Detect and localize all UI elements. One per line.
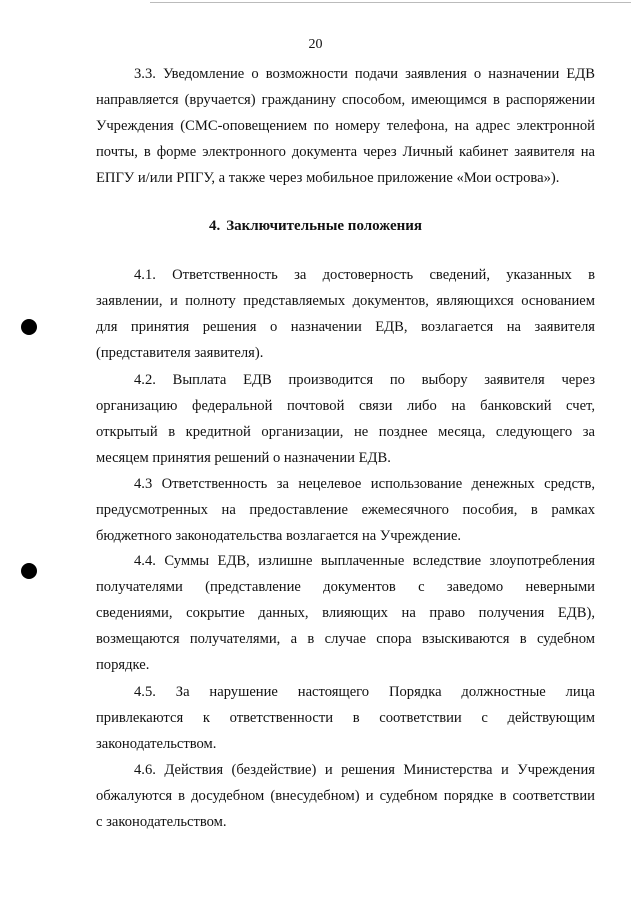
paragraph-line: для принятия решения о назначении ЕДВ, возлагается на заявителя — [96, 319, 595, 335]
paragraph-line: бюджетного законодательства возлагается на Учреждение. — [96, 528, 462, 544]
paragraph-line: получателями (представление документов с заведомо неверными — [96, 579, 595, 595]
paragraph-line: 4.3 Ответственность за нецелевое использование денежных средств, — [134, 476, 595, 492]
paragraph-line: привлекаются к ответственности в соответствии с действующим — [96, 710, 595, 726]
paragraph-4-2 — [96, 367, 595, 471]
paragraph-line: с законодательством. — [96, 814, 227, 830]
paragraph-line: ЕПГУ и/или РПГУ, а также через мобильное приложение «Мои острова»). — [96, 170, 560, 186]
section-heading-title: Заключительные положения — [226, 218, 423, 234]
paragraph-4-5 — [96, 679, 595, 757]
paragraph-line: месяцем принятия решений о назначении ЕДВ. — [96, 450, 391, 466]
paragraph-line: Учреждения (СМС-оповещением по номеру телефона, на адрес электронной — [96, 118, 595, 134]
punch-hole-mark — [21, 319, 37, 335]
paragraph-4-1 — [96, 262, 595, 366]
paragraph-line: сведениями, сокрытие данных, влияющих на право получения ЕДВ), — [96, 605, 595, 621]
paragraph-line: 4.6. Действия (бездействие) и решения Министерства и Учреждения — [134, 762, 595, 778]
section-heading-number: 4. — [208, 218, 221, 234]
paragraph-line: предусмотренных на предоставление ежемесячного пособия, в рамках — [96, 502, 595, 518]
paragraph-line: почты, в форме электронного документа через Личный кабинет заявителя на — [96, 144, 595, 160]
paragraph-line: законодательством. — [96, 736, 217, 752]
paragraph-line: организацию федеральной почтовой связи либо на банковский счет, — [96, 398, 595, 414]
paragraph-4-3 — [96, 471, 595, 549]
paragraph-line: (представителя заявителя). — [96, 345, 264, 361]
paragraph-4-4 — [96, 548, 595, 678]
paragraph-4-6 — [96, 757, 595, 835]
paragraph-line: 4.4. Суммы ЕДВ, излишне выплаченные вследствие злоупотребления — [134, 553, 595, 569]
paragraph-line: порядке. — [96, 657, 150, 673]
paragraph-line: возмещаются получателями, а в случае спора взыскиваются в судебном — [96, 631, 595, 647]
paragraph-line: заявлении, и полноту представляемых документов, являющихся основанием — [96, 293, 595, 309]
paragraph-line: открытый в кредитной организации, не позднее месяца, следующего за — [96, 424, 595, 440]
paragraph-line: направляется (вручается) гражданину способом, имеющимся в распоряжении — [96, 92, 595, 108]
paragraph-line: обжалуются в досудебном (внесудебном) и судебном порядке в соответствии — [96, 788, 595, 804]
scan-edge-line — [150, 2, 631, 3]
paragraph-line: 4.2. Выплата ЕДВ производится по выбору заявителя через — [134, 372, 595, 388]
punch-hole-mark — [21, 563, 37, 579]
section-heading — [0, 213, 631, 239]
paragraph-line: 4.1. Ответственность за достоверность сведений, указанных в — [134, 267, 595, 283]
paragraph-3-3 — [96, 61, 595, 191]
paragraph-line: 4.5. За нарушение настоящего Порядка должностные лица — [134, 684, 595, 700]
page-number: 20 — [308, 37, 323, 52]
paragraph-line: 3.3. Уведомление о возможности подачи заявления о назначении ЕДВ — [134, 66, 595, 82]
